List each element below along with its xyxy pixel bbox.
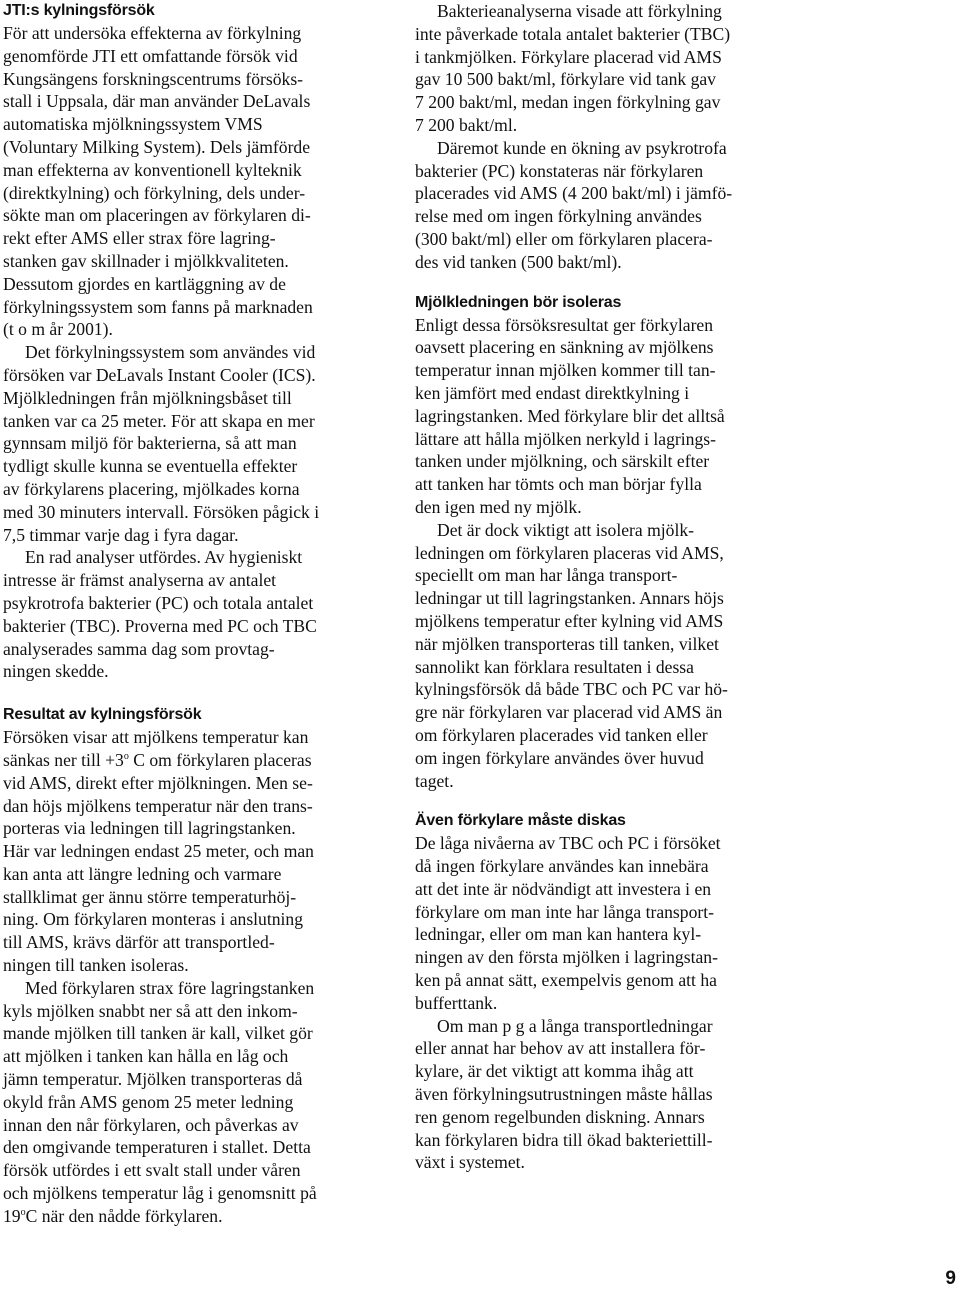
paragraph-rest [3,772,395,977]
text-line: Försöken visar att mjölkens temperatur kan [3,727,309,748]
text-line: sökte man om placeringen av förkylaren di- [3,205,311,226]
text-line: gav 10 500 bakt/ml, förkylare vid tank gav [415,69,716,90]
text-line: (Voluntary Milking System). Dels jämförde [3,136,311,157]
degree-superscript: o [20,1206,26,1218]
paragraph-lines [3,977,395,1205]
text-line: ledningen om förkylaren placeras vid AMS, [415,542,724,563]
text-line: innan den når förkylaren, och påverkas av [3,1114,299,1135]
text-line: gre när förkylaren var placerad vid AMS än [415,702,723,723]
section-heading-kylningsforsok: JTI:s kylningsförsök [3,2,155,19]
text-line: om ingen förkylare användes över huvud [415,747,704,768]
text-line: Om man p g a långa transportledningar [437,1015,713,1036]
text-line: intresse är främst analyserna av antalet [3,570,277,591]
text-line: ledningar ut till lagringstanken. Annars höjs [415,588,724,609]
text-line: att mjölken i tanken kan hålla en låg och [3,1046,289,1067]
text-line: gynnsam miljö för bakterierna, så att man [3,433,297,454]
text-line: (direktkylning) och förkylning, dels under- [3,182,306,203]
text-line: den omgivande temperaturen i stallet. Detta [3,1137,311,1158]
degree-superscript: o [123,750,129,762]
paragraph [415,519,813,793]
text-line: försöken var DeLavals Instant Cooler (ICS). [3,364,316,385]
paragraph [415,0,813,137]
text-line: porteras via ledningen till lagringstanken. [3,818,296,839]
text-line: des vid tanken (500 bakt/ml). [415,251,622,272]
text-line: Här var ledningen endast 25 meter, och man [3,841,314,862]
text-line: relse med om ingen förkylning användes [415,206,702,227]
text-line: ken jämfört med endast direktkylning i [415,382,690,403]
text-line: speciellt om man har långa transport- [415,565,678,586]
text-line: mjölkens temperatur efter kylning vid AMS [415,610,724,631]
text-line: eller annat har behov av att installera för- [415,1038,706,1059]
text-line: förkylare om man inte har långa transport- [415,901,714,922]
text-line: man effekterna av konventionell kylteknik [3,159,302,180]
text-line: temperatur innan mjölken kommer till tan- [415,360,716,381]
text-line: 7,5 timmar varje dag i fyra dagar. [3,524,239,545]
text-line: Enligt dessa försöksresultat ger förkylaren [415,314,714,335]
text-line: rekt efter AMS eller strax före lagring- [3,228,276,249]
text-line: genomförde JTI ett omfattande försök vid [3,45,298,66]
text-line: kylningsförsök då både TBC och PC var hö- [415,679,728,700]
paragraph [415,1015,813,1175]
text-line: den igen med ny mjölk. [415,496,582,517]
text-line: och mjölkens temperatur låg i genomsnitt på [3,1183,317,1204]
left-column [3,0,395,1228]
text-line: Bakterieanalyserna visade att förkylning [437,1,722,21]
text-line: Däremot kunde en ökning av psykrotrofa [437,137,727,158]
section-heading-mjolkledningen: Mjölkledningen bör isoleras [415,293,622,311]
paragraph [3,546,395,683]
text-line: att det inte är nödvändigt att investera i en [415,878,712,899]
text-line: ning. Om förkylaren monteras i anslutning [3,909,304,930]
text-line: De låga nivåerna av TBC och PC i försöket [415,833,721,854]
text-line: försök utfördes i ett svalt stall under våren [3,1160,301,1181]
text-line: Dessutom gjordes en kartläggning av de [3,273,286,294]
text-line: tanken under mjölkning, och särskilt efter [415,451,710,472]
text-line: bufferttank. [415,992,498,1013]
text-line: när mjölken transporteras till tanken, vilket [415,633,719,654]
text-line: kyls mjölken snabbt ner så att den inkom- [3,1000,298,1021]
text-line: tydligt skulle kunna se eventuella effekter [3,456,298,477]
text-line: även förkylningsutrustningen måste hållas [415,1084,713,1105]
text-line: stanken gav skillnader i mjölkkvaliteten. [3,250,289,271]
text-line: psykrotrofa bakterier (PC) och totala antalet [3,592,314,613]
paragraph [3,22,395,341]
text-line: kylare, är det viktigt att komma ihåg att [415,1061,694,1082]
text-line: i tankmjölken. Förkylare placerad vid AMS [415,46,722,67]
text-line: ren genom regelbunden diskning. Annars [415,1106,705,1127]
text-line: placerades vid AMS (4 200 bakt/ml) i jämfö- [415,183,733,204]
text-line: taget. [415,770,454,791]
text-line: ningen till tanken isoleras. [3,955,189,976]
text-line: jämn temperatur. Mjölken transporteras då [3,1069,303,1090]
text-line: dan höjs mjölkens temperatur när den trans- [3,795,313,816]
text-line: om förkylaren placerades vid tanken eller [415,724,708,745]
text-line: bakterier (PC) konstateras när förkylaren [415,160,704,181]
text-line: sänkas ner till $+3^o$ C om förkylaren placeras [3,749,312,770]
text-line: sannolikt kan förklara resultaten i dessa [415,656,694,677]
text-line: 19$^o$C när den nådde förkylaren. [3,1205,223,1226]
paragraph [3,977,395,1228]
text-line: En rad analyser utfördes. Av hygieniskt [25,547,303,568]
paragraph [3,726,395,977]
text-line: växt i systemet. [415,1152,525,1173]
text-line: analyserades samma dag som provtag- [3,638,275,659]
text-line: tanken var ca 25 meter. För att skapa en mer [3,410,315,431]
text-line: ken på annat sätt, exempelvis genom att ha [415,970,717,991]
text-line: mande mjölken till tanken är kall, vilket gör [3,1023,313,1044]
text-line: förkylningssystem som fanns på marknaden [3,296,313,317]
text-line: Mjölkledningen från mjölkningsbåset till [3,387,292,408]
text-line: lagringstanken. Med förkylare blir det alltså [415,405,725,426]
paragraph [415,137,813,274]
text-line: okyld från AMS genom 25 meter ledning [3,1091,294,1112]
text-line: ningen skedde. [3,661,109,682]
paragraph [3,341,395,546]
paragraph [415,314,813,519]
text-line: lättare att hålla mjölken nerkyld i lagrings- [415,428,716,449]
text-line: automatiska mjölkningssystem VMS [3,114,263,135]
section-heading-resultat: Resultat av kylningsförsök [3,706,202,724]
text-line: Det förkylningssystem som användes vid [25,342,316,363]
text-line: stall i Uppsala, där man använder DeLavals [3,91,311,112]
text-line: Med förkylaren strax före lagringstanken [25,977,315,998]
text-line: (t o m år 2001). [3,319,113,340]
text-line: ledningar, eller om man kan hantera kyl- [415,924,702,945]
text-line: till AMS, krävs därför att transportled- [3,932,275,953]
text-line: att tanken har tömts och man börjar fylla [415,474,702,495]
text-line: Kungsängens forskningscentrums försöks- [3,68,304,89]
page-number: 9 [945,1268,956,1289]
text-line: För att undersöka effekterna av förkylning [3,23,302,43]
text-line: kan anta att längre ledning och varmare [3,863,282,884]
paragraph [415,832,813,1014]
text-line: Det är dock viktigt att isolera mjölk- [437,519,694,540]
text-line: (300 bakt/ml) eller om förkylaren placera- [415,228,713,249]
right-column [415,0,813,1174]
text-line: med 30 minuters intervall. Försöken pågick i [3,501,320,522]
text-line: av förkylarens placering, mjölkades korna [3,478,300,499]
text-line: då ingen förkylare användes kan innebära [415,856,709,877]
text-line: ningen av den första mjölken i lagringstan- [415,947,718,968]
text-line: oavsett placering en sänkning av mjölkens [415,337,714,358]
text-line: kan förkylaren bidra till ökad bakteriettill- [415,1129,713,1150]
section-heading-diskas: Även förkylare måste diskas [415,812,626,830]
text-line: inte påverkade totala antalet bakterier (TBC) [415,23,731,44]
text-line: bakterier (TBC). Proverna med PC och TBC [3,615,317,636]
text-line: stallklimat ger ännu större temperaturhöj- [3,886,297,907]
text-line: 7 200 bakt/ml. [415,114,518,135]
text-line: vid AMS, direkt efter mjölkningen. Men se- [3,772,313,793]
text-line: 7 200 bakt/ml, medan ingen förkylning gav [415,92,721,113]
